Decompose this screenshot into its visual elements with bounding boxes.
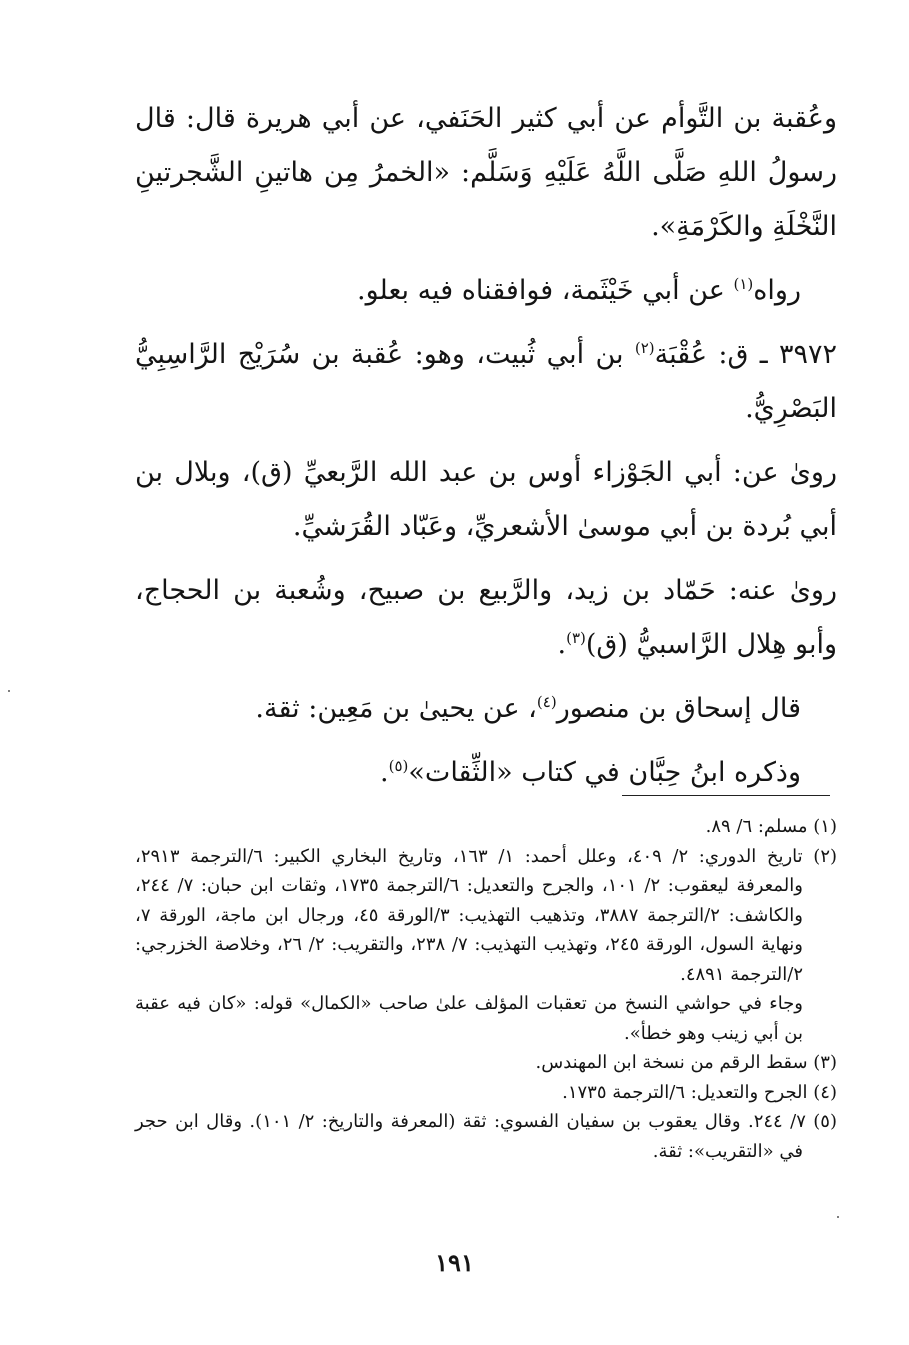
text-run: قال إسحاق بن منصور [556, 693, 801, 724]
text-run: . [557, 629, 567, 660]
footnote-3: (٣) سقط الرقم من نسخة ابن المهندس. [535, 1052, 837, 1073]
paragraph-riwayah [135, 264, 837, 318]
paragraph-narrated-by [135, 564, 837, 672]
footnotes [135, 812, 837, 1166]
footnote-ref-4: (٤) [536, 693, 557, 711]
text-run: روىٰ عنه: حَمّاد بن زيد، والرَّبيع بن صبيح، وشُعبة بن الحجاج، وأبو هِلال الرَّاسبيُّ (ق) [135, 575, 837, 660]
entry-heading: ٣٩٧٢ ـ ق: عُقْبَة [654, 339, 837, 370]
text-run: وذكره ابنُ حِبَّان في كتاب «الثِّقات» [408, 757, 801, 788]
paragraph-narrated-from: روىٰ عن: أبي الجَوْزاء أوس بن عبد الله الرَّبعيِّ (ق)، وبلال بن أبي بُردة بن أبي موسىٰ الأشعريِّ، وعَبّاد القُرَشيِّ. [135, 457, 837, 542]
footnote-ref-5: (٥) [388, 757, 409, 775]
page-number: ١٩١ [435, 1248, 474, 1277]
text-run: عن أبي خَيْثَمة، فوافقناه فيه بعلو. [357, 275, 734, 306]
paragraph-entry-3972 [135, 328, 837, 436]
scan-speck [8, 690, 10, 692]
footnote-2: (٢) تاريخ الدوري: ٢/ ٤٠٩، وعلل أحمد: ١/ ١٦٣، وتاريخ البخاري الكبير: ٦/الترجمة ٢٩١٣، والمعرفة ليعقوب: ٢/ ١٠١، والجرح والتعديل: ٦/الترجمة ١٧٣٥، وثقات ابن حبان: ٧/ ٢٤٤، والكاشف: ٢/الترجمة ٣٨٨٧، وتذهيب التهذيب: ٣/الورقة ٤٥، ورجال ابن ماجة، الورقة ٧، ونهاية السول، الورقة ٢٤٥، وتهذيب التهذيب: ٧/ ٢٣٨، والتقريب: ٢/ ٢٦، وخلاصة الخزرجي: ٢/الترجمة ٤٨٩١. [135, 845, 838, 985]
footnote-separator [622, 795, 830, 796]
paragraph-ishaq [135, 682, 837, 736]
footnote-ref-1: (١) [733, 275, 754, 293]
main-text [135, 92, 837, 800]
paragraph-hadith: وعُقبة بن التَّوأم عن أبي كثير الحَنَفي، عن أبي هريرة قال: قال رسولُ اللهِ صَلَّى اللَّهُ عَلَيْهِ وَسَلَّم: «الخمرُ مِن هاتينِ الشَّجرتينِ النَّخْلَةِ والكَرْمَةِ». [135, 103, 837, 242]
text-run: . [380, 757, 389, 788]
paragraph-ibn-hibban [135, 746, 837, 800]
text-run: رواه [753, 275, 801, 306]
text-run: بن أبي ثُبيت، وهو: عُقبة بن سُرَيْج الرَّاسِبِيُّ البَصْرِيُّ. [135, 339, 837, 424]
footnote-ref-3: (٣) [566, 629, 586, 647]
footnote-1: (١) مسلم: ٦/ ٨٩. [705, 816, 837, 837]
footnote-2-note: وجاء في حواشي النسخ من تعقبات المؤلف علىٰ صاحب «الكمال» قوله: «كان فيه عقبة بن أبي زينب وهو خطأ». [135, 993, 803, 1044]
footnote-5: (٥) ٧/ ٢٤٤. وقال يعقوب بن سفيان الفسوي: ثقة (المعرفة والتاريخ: ٢/ ١٠١). وقال ابن حجر في «التقريب»: ثقة. [135, 1111, 837, 1162]
text-run: ، عن يحيىٰ بن مَعِين: ثقة. [255, 693, 537, 724]
footnote-ref-2: (٢) [634, 339, 655, 357]
footnote-4: (٤) الجرح والتعديل: ٦/الترجمة ١٧٣٥. [562, 1081, 837, 1103]
scan-speck [837, 1216, 839, 1218]
